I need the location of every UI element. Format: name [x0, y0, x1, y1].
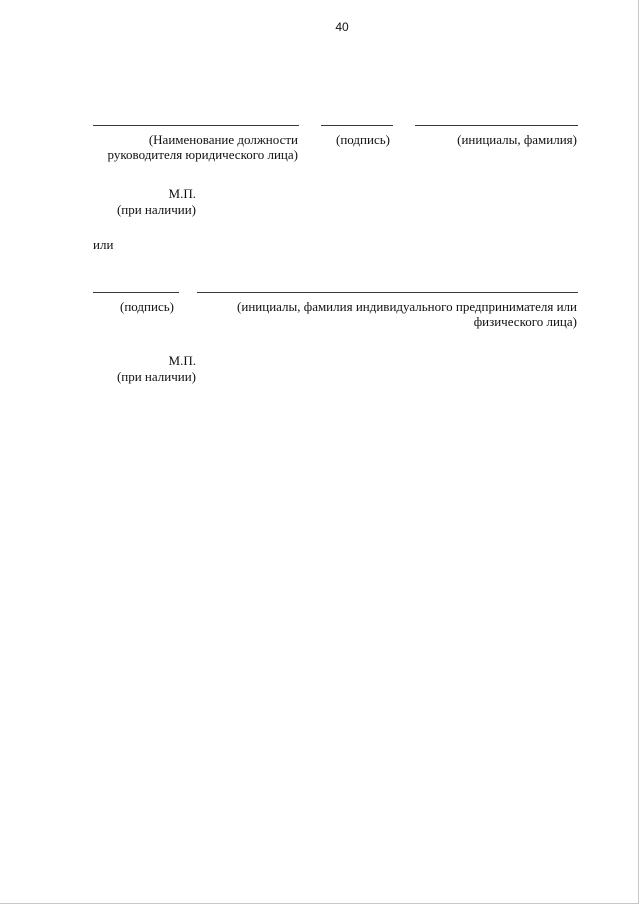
position-caption-line-2: руководителя юридического лица): [107, 147, 298, 162]
separator-word: или: [93, 237, 114, 252]
name-line: [415, 125, 578, 126]
seal-label: М.П.: [168, 186, 196, 201]
name-caption-individual-line-2: физического лица): [473, 314, 577, 329]
signature-caption: (подпись): [336, 132, 390, 147]
seal-note-individual: (при наличии): [116, 369, 196, 384]
name-caption-individual-line-1: (инициалы, фамилия индивидуального предпринимателя или: [237, 299, 577, 314]
position-line: [93, 125, 299, 126]
signature-caption-individual: (подпись): [120, 299, 174, 314]
signature-line: [321, 125, 393, 126]
seal-note: (при наличии): [116, 202, 196, 217]
page-number: 40: [335, 20, 349, 34]
position-caption-line-1: (Наименование должности: [148, 132, 298, 147]
seal-label-individual: М.П.: [168, 353, 196, 368]
name-line-individual: [197, 292, 578, 293]
name-caption: (инициалы, фамилия): [457, 132, 577, 147]
signature-line-individual: [93, 292, 179, 293]
